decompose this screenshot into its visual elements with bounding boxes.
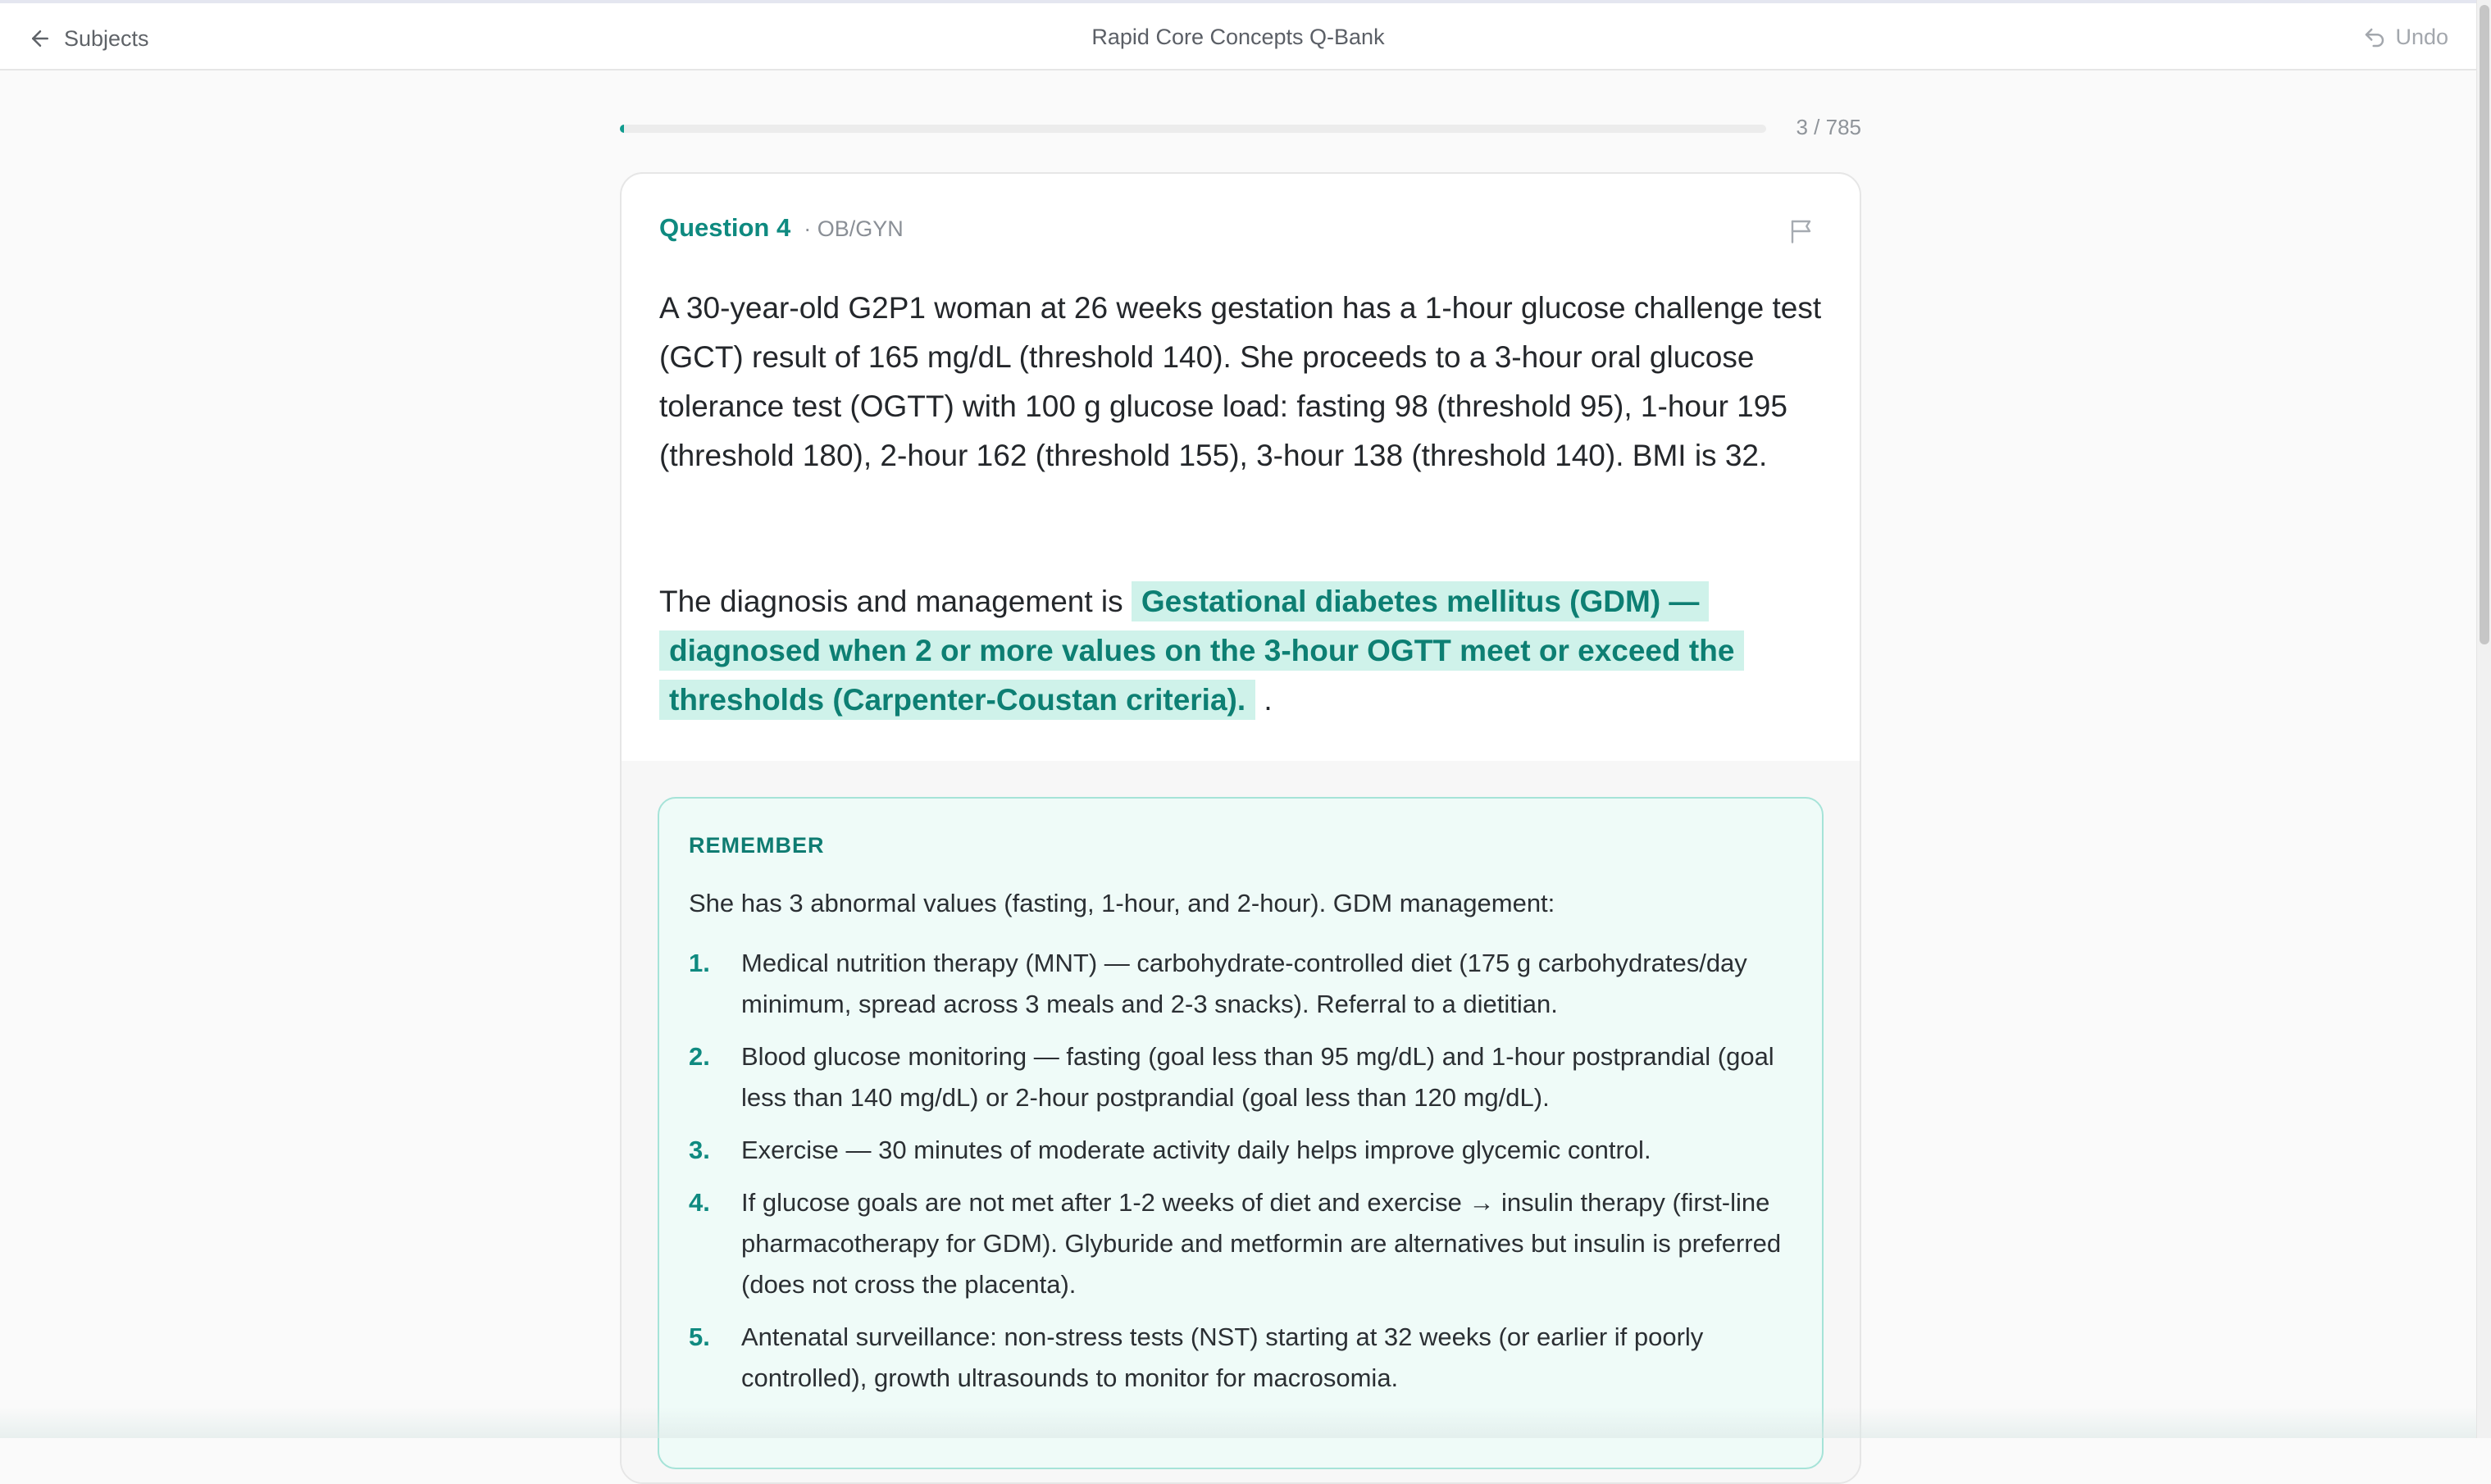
list-text: Blood glucose monitoring — fasting (goal less than 95 mg/dL) and 1-hour postprandial (goal less than 140 mg/dL) or 2-hour postprandial (goal less than 120 mg/dL). bbox=[741, 1042, 1774, 1112]
list-number: 1. bbox=[689, 949, 710, 977]
answer-suffix: . bbox=[1264, 683, 1273, 717]
revealed-answer: Gestational diabetes mellitus (GDM) — diagnosed when 2 or more values on the 3-hour OGTT meet or exceed the thresholds (Carpenter-Coustan criteria). bbox=[659, 581, 1744, 720]
question-number: Question 4 bbox=[659, 213, 791, 242]
question-stem: A 30-year-old G2P1 woman at 26 weeks gestation has a 1-hour glucose challenge test (GCT) result of 165 mg/dL (threshold 140). She proceeds to a 3-hour oral glucose tolerance test (OGTT) with 100 g glucose load: fasting 98 (threshold 95), 1-hour 195 (threshold 180), 2-hour 162 (threshold 155), 3-hour 138 (threshold 140). BMI is 32. bbox=[659, 291, 1822, 472]
progress-counter: 3 / 785 bbox=[1796, 115, 1861, 139]
flag-icon[interactable] bbox=[1787, 216, 1817, 246]
remember-list bbox=[689, 943, 1787, 1410]
question-header bbox=[659, 213, 904, 243]
list-text: Antenatal surveillance: non-stress tests (NST) starting at 32 weeks (or earlier if poorly controlled), growth ultrasounds to monitor for macrosomia. bbox=[741, 1322, 1704, 1392]
list-item bbox=[689, 1182, 1787, 1305]
list-number: 3. bbox=[689, 1136, 710, 1164]
list-text: Medical nutrition therapy (MNT) — carbohydrate-controlled diet (175 g carbohydrates/day minimum, spread across 3 meals and 2-3 snacks). Referral to a dietitian. bbox=[741, 949, 1747, 1018]
app-title: Rapid Core Concepts Q-Bank bbox=[1091, 25, 1385, 49]
progress-fill bbox=[620, 125, 624, 133]
list-item bbox=[689, 943, 1787, 1025]
back-label: Subjects bbox=[64, 25, 149, 51]
progress-bar bbox=[620, 125, 1766, 133]
list-item bbox=[689, 1317, 1787, 1399]
list-number: 5. bbox=[689, 1322, 710, 1351]
question-subject: · OB/GYN bbox=[804, 216, 904, 241]
list-text: If glucose goals are not met after 1-2 weeks of diet and exercise → insulin therapy (first-line pharmacotherapy for GDM). Glyburide and metformin are alternatives but insulin is preferred (does not cross the placenta). bbox=[741, 1188, 1782, 1299]
undo-label: Undo bbox=[2395, 25, 2448, 49]
list-number: 2. bbox=[689, 1042, 710, 1071]
bottom-fade bbox=[0, 1407, 2476, 1438]
list-item bbox=[689, 1130, 1787, 1171]
remember-title: REMEMBER bbox=[689, 833, 825, 858]
answer-prefix: The diagnosis and management is bbox=[659, 585, 1123, 618]
scrollbar-thumb[interactable] bbox=[2480, 5, 2489, 644]
list-number: 4. bbox=[689, 1188, 710, 1217]
undo-button[interactable] bbox=[2362, 25, 2448, 50]
list-item bbox=[689, 1036, 1787, 1118]
remember-box bbox=[658, 797, 1824, 1469]
top-bar bbox=[0, 0, 2476, 71]
undo-icon bbox=[2362, 25, 2387, 50]
list-text: Exercise — 30 minutes of moderate activity daily helps improve glycemic control. bbox=[741, 1136, 1651, 1164]
remember-intro: She has 3 abnormal values (fasting, 1-hour, and 2-hour). GDM management: bbox=[689, 889, 1555, 917]
page-scrollbar[interactable] bbox=[2476, 0, 2491, 1438]
answer-sentence bbox=[659, 577, 1824, 725]
progress-area bbox=[620, 115, 1861, 143]
